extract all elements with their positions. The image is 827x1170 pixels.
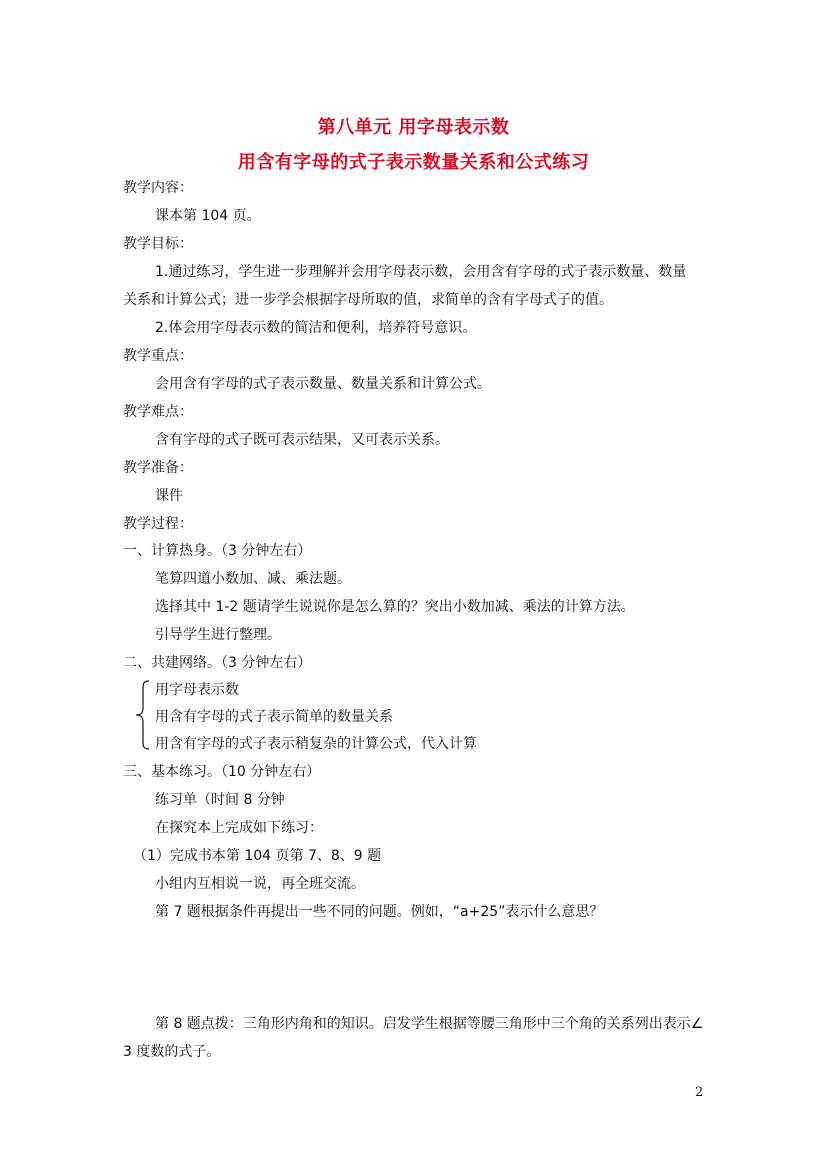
curly-brace-icon	[135, 680, 151, 750]
section-3-heading: 三、基本练习。（10 分钟左右）	[123, 764, 321, 780]
section-3-line-4: 小组内互相说一说，再全班交流。	[155, 876, 365, 892]
network-item-3: 用含有字母的式子表示稍复杂的计算公式，代入计算	[155, 736, 477, 752]
unit-title: 第八单元 用字母表示数	[317, 117, 510, 138]
goal-text-2: 2.体会用字母表示数的简洁和便利，培养符号意识。	[155, 320, 477, 336]
section-3-line-5: 第 7 题根据条件再提出一些不同的问题。例如，“a+25”表示什么意思？	[155, 904, 604, 920]
section-1-heading: 一、计算热身。（3 分钟左右）	[123, 543, 312, 559]
section-3-line-6b: 3 度数的式子。	[123, 1044, 221, 1060]
section-3-line-1: 练习单（时间 8 分钟	[155, 792, 285, 808]
section-3-line-6a: 第 8 题点拨：三角形内角和的知识。启发学生根据等腰三角形中三个角的关系列出表示∠	[155, 1016, 704, 1032]
prep-text: 课件	[155, 488, 183, 504]
prep-heading: 教学准备：	[123, 460, 193, 476]
content-heading: 教学内容：	[123, 180, 193, 196]
goal-text-1a: 1.通过练习，学生进一步理解并会用字母表示数，会用含有字母的式子表示数量、数量	[155, 264, 687, 280]
page-number: 2	[695, 1085, 704, 1100]
content-text: 课本第 104 页。	[155, 208, 261, 224]
key-text: 会用含有字母的式子表示数量、数量关系和计算公式。	[155, 376, 491, 392]
difficulty-text: 含有字母的式子既可表示结果，又可表示关系。	[155, 432, 449, 448]
section-1-line-1: 笔算四道小数加、减、乘法题。	[155, 571, 351, 587]
goal-text-1b: 关系和计算公式；进一步学会根据字母所取的值，求简单的含有字母式子的值。	[123, 292, 613, 308]
key-heading: 教学重点：	[123, 348, 193, 364]
section-1-line-3: 引导学生进行整理。	[155, 627, 281, 643]
network-item-1: 用字母表示数	[155, 682, 239, 698]
process-heading: 教学过程：	[123, 516, 193, 532]
section-1-line-2: 选择其中 1-2 题请学生说说你是怎么算的？突出小数加减、乘法的计算方法。	[155, 599, 635, 615]
goal-heading: 教学目标：	[123, 236, 193, 252]
section-3-line-3: （1）完成书本第 104 页第 7、8、9 题	[133, 848, 382, 864]
difficulty-heading: 教学难点：	[123, 404, 193, 420]
lesson-title: 用含有字母的式子表示数量关系和公式练习	[237, 152, 590, 173]
section-3-line-2: 在探究本上完成如下练习：	[155, 820, 323, 836]
section-2-heading: 二、共建网络。（3 分钟左右）	[123, 655, 312, 671]
network-item-2: 用含有字母的式子表示简单的数量关系	[155, 709, 393, 725]
